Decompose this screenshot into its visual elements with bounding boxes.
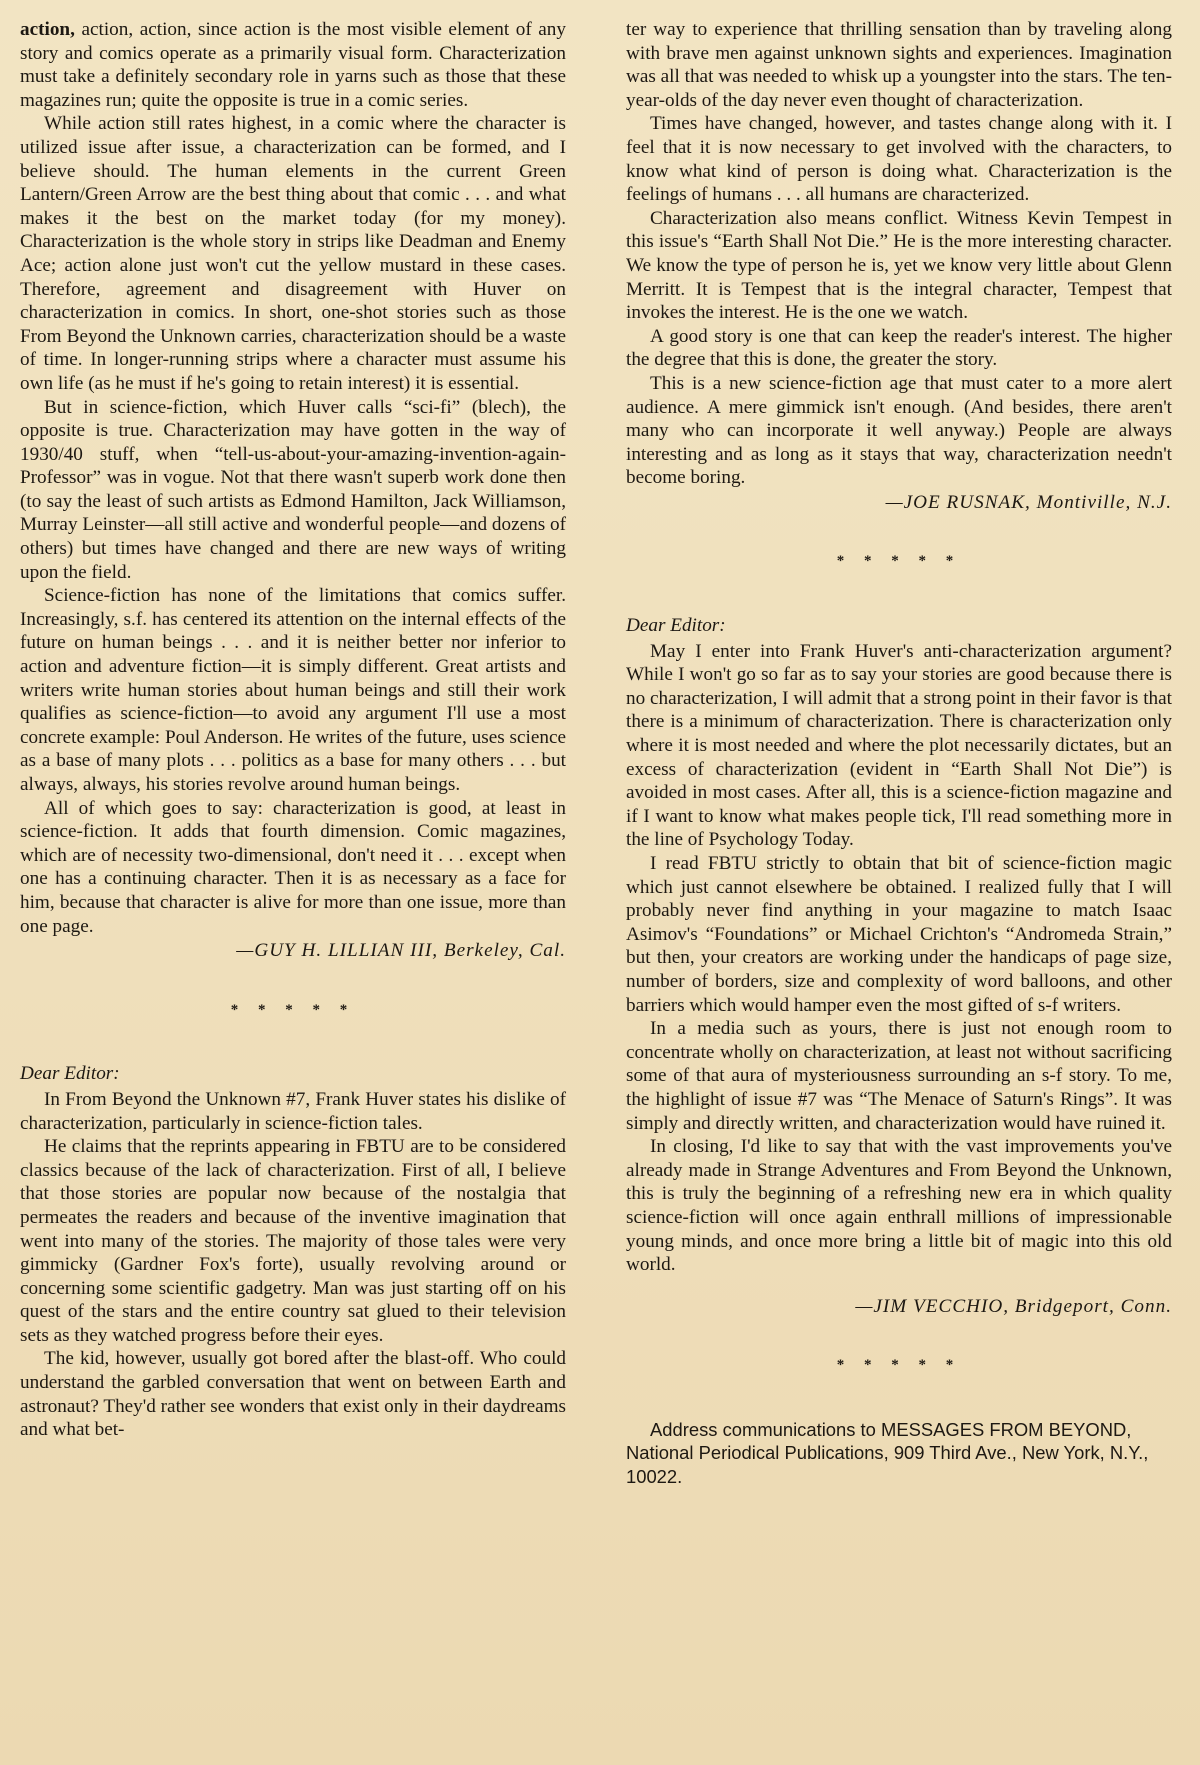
letter-paragraph: ter way to experience that thrilling sensation than by traveling along with brave men against unknown sights and experiences. Imagination was all that was needed to whisk up a youngster into the stars. The ten-year-olds of the day never even thought of characterization.: [626, 19, 1172, 111]
section-divider: * * * * *: [836, 1357, 962, 1374]
section-divider: * * * * *: [836, 553, 962, 570]
letter-paragraph: This is a new science-fiction age that must cater to a more alert audience. A mere gimmick isn't enough. (And besides, there aren't many who can incorporate it well anyway.) People are always interesting and as long as it stays that way, characterization needn't become boring.: [626, 372, 1172, 489]
letter-paragraph: In closing, I'd like to say that with the vast improvements you've already made in Strange Adventures and From Beyond the Unknown, this is truly the beginning of a refreshing new era in which quality science-fiction will once again enthrall millions of impressionable young minds, and once more bring a little bit of magic into this old world.: [626, 1136, 1172, 1276]
letter-paragraph: The kid, however, usually got bored after the blast-off. Who could understand the garbled conversation that went on between Earth and astronaut? They'd rather see wonders that exist only in their daydreams and what bet-: [20, 1348, 566, 1441]
signature: —JIM VECCHIO, Bridgeport, Conn.: [855, 1295, 1172, 1317]
right-column: [626, 18, 1172, 1489]
letter-paragraph: In From Beyond the Unknown #7, Frank Huver states his dislike of characterization, particularly in science-fiction tales.: [20, 1088, 566, 1134]
letter-paragraph: While action still rates highest, in a comic where the character is utilized issue after issue, a characterization can be formed, and I believe should. The human elements in the current Green Lantern/Green Arrow are the best thing about that comic . . . and what makes it the best on the market today (for my money). Characterization is the whole story in strips like Deadman and Enemy Ace; action alone just won't cut the yellow mustard in these cases. Therefore, agreement and disagreement with Huver on characterization in comics. In short, one-shot stories such as those From Beyond the Unknown carries, characterization should be a waste of time. In longer-running strips where a character must assume his own life (as he must if he's going to retain interest) it is essential.: [20, 113, 566, 394]
lead-word: action,: [20, 19, 75, 40]
letter-paragraph: But in science-fiction, which Huver calls “sci-fi” (blech), the opposite is true. Characterization may have gotten in the way of 1930/40 stuff, when “tell-us-about-your-amazing-invention-again-Professor” was in vogue. Not that there wasn't superb work done then (to say the least of such artists as Edmond Hamilton, Jack Williamson, Murray Leinster—all still active and wonderful people—and dozens of others) but times have changed and there are new ways of writing upon the field.: [20, 396, 566, 583]
letter-paragraph: Times have changed, however, and tastes change along with it. I feel that it is now necessary to get involved with the characters, to know what kind of person is doing what. Characterization is the feelings of humans . . . all humans are characterized.: [626, 113, 1172, 206]
signature: —JOE RUSNAK, Montiville, N.J.: [885, 491, 1172, 513]
letter-paragraph: Characterization also means conflict. Witness Kevin Tempest in this issue's “Earth Shall Not Die.” He is the more interesting character. We know the type of person he is, yet we know very little about Glenn Merritt. It is Tempest that is the integral character, Tempest that invokes the interest. He is the one we watch.: [626, 207, 1172, 324]
letter-paragraph: May I enter into Frank Huver's anti-characterization argument? While I won't go so far as to say your stories are good because there is no characterization, I will admit that a strong point in their favor is that there is a minimum of characterization. There is characterization only where it is most needed and where the plot necessarily dictates, but an excess of characterization (evident in “Earth Shall Not Die”) is avoided in most cases. After all, this is a science-fiction magazine and if I want to know what makes people tick, I'll read something more in the line of Psychology Today.: [626, 640, 1172, 851]
signature: —GUY H. LILLIAN III, Berkeley, Cal.: [236, 940, 566, 962]
letter-paragraph: He claims that the reprints appearing in FBTU are to be considered classics because of the lack of characterization. First of all, I believe that those stories are popular now because of the nostalgia that permeates the readers and because of the inventive imagination that went into many of the stories. The majority of those tales were very gimmicky (Gardner Fox's forte), usually revolving around or concerning some scientific gadgetry. Man was just starting off on his quest of the stars and the entire country sat glued to their television sets as they watched progress before their eyes.: [20, 1136, 566, 1346]
salutation: Dear Editor:: [20, 1063, 120, 1085]
letter-paragraph: In a media such as yours, there is just not enough room to concentrate wholly on characterization, at least not without sacrificing some of that aura of mysteriousness surrounding an s-f story. To me, the highlight of issue #7 was “The Menace of Saturn's Rings”. It was simply and directly written, and characterization would have ruined it.: [626, 1018, 1172, 1134]
letter-paragraph: Science-fiction has none of the limitations that comics suffer. Increasingly, s.f. has centered its attention on the internal effects of the future on human beings . . . and it is neither better nor inferior to action and adventure fiction—it is simply different. Great artists and writers write human stories about human beings and still their work qualifies as science-fiction—to avoid any argument I'll use a most concrete example: Poul Anderson. He writes of the future, uses science as a base of many plots . . . politics as a base for many others . . . but always, always, his stories revolve around human beings.: [20, 585, 566, 795]
letter-paragraph: I read FBTU strictly to obtain that bit of science-fiction magic which just cannot elsewhere be obtained. I realized fully that I will probably never find anything in your magazine to match Isaac Asimov's “Foundations” or Michael Crichton's “Andromeda Strain,” but then, your creators are working under the handicaps of page size, number of borders, size and complexity of word balloons, and other barriers which would hamper even the most gifted of s-f writers.: [626, 853, 1172, 1016]
paragraph-text: action, action, since action is the most visible element of any story and comics operate as a primarily visual form. Characterization must take a definitely secondary role in yarns such as those that these magazines run; quite the opposite is true in a comic series.: [20, 19, 566, 111]
section-divider: * * * * *: [230, 1001, 356, 1018]
mailing-address: Address communications to MESSAGES FROM BEYOND, National Periodical Publications, 909 Third Ave., New York, N.Y., 10022.: [626, 1418, 1149, 1488]
letter-paragraph: A good story is one that can keep the reader's interest. The higher the degree that this is done, the greater the story.: [626, 325, 1172, 371]
salutation: Dear Editor:: [626, 615, 726, 637]
letter-paragraph: [20, 18, 566, 112]
letter-paragraph: All of which goes to say: characterization is good, at least in science-fiction. It adds that fourth dimension. Comic magazines, which are of necessity two-dimensional, don't need it . . . except when one has a continuing character. Then it is as necessary as a face for him, because that character is alive for more than one issue, more than one page.: [20, 797, 566, 937]
left-column: [20, 18, 566, 1442]
